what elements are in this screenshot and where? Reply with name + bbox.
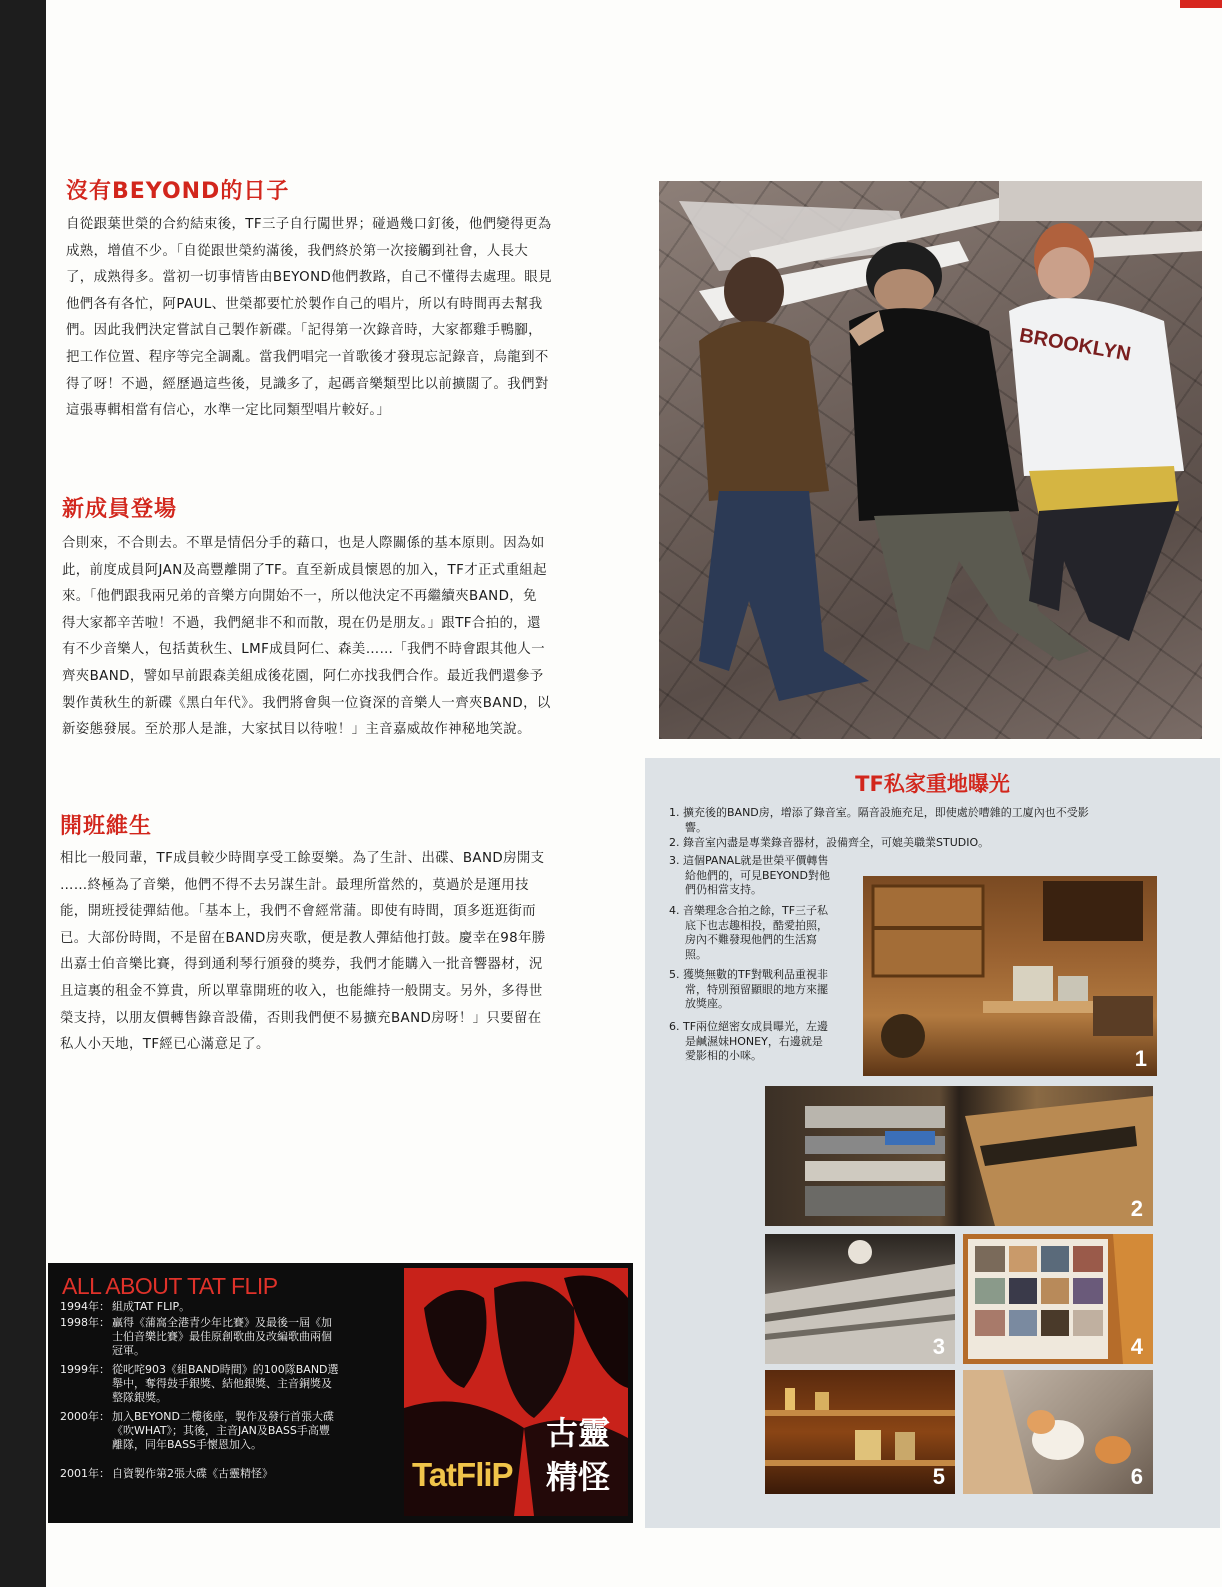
timeline-line: 冠軍。 — [112, 1344, 145, 1358]
band-photo-art — [659, 181, 1202, 739]
photo-cats — [963, 1370, 1153, 1494]
photo-band-room-art — [863, 876, 1157, 1076]
photo-number-1: 1 — [1134, 1046, 1147, 1071]
body-line: 得大家都辛苦啦！不過，我們絕非不和而散，現在仍是朋友。」跟TF合拍的，還 — [62, 615, 541, 631]
caption-line: 房內不難發現他們的生活寫 — [685, 933, 817, 946]
timeline-year: 2001年： — [60, 1467, 110, 1480]
body-line: 已。大部份時間，不是留在BAND房夾歌，便是教人彈結他打鼓。慶幸在98年勝 — [60, 930, 546, 946]
photo-mixing-panel-art — [765, 1234, 955, 1364]
sidebar-panel — [645, 758, 1220, 1528]
caption-line: 常，特別預留顯眼的地方來擺 — [685, 982, 828, 996]
caption-line: 1. 擴充後的BAND房，增添了錄音室。隔音設施充足，即使處於嘈雜的工廈內也不受影 — [669, 806, 1089, 819]
timeline-line: 《吹WHAT》；其後，主音JAN及BASS手高豐 — [112, 1424, 330, 1438]
timeline-text — [112, 1300, 374, 1314]
logo-english: TatFliP — [412, 1456, 513, 1493]
timeline-text — [112, 1467, 374, 1481]
timeline-line: 贏得《蒲窩全港青少年比賽》及最後一屆《加 — [112, 1316, 332, 1329]
section-body-no-beyond — [66, 212, 646, 425]
body-line: 得了呀！不過，經歷過這些後，見識多了，起碼音樂類型比以前擴闊了。我們對 — [66, 376, 549, 392]
timeline-year: 2000年： — [60, 1410, 110, 1423]
photo-mixing-panel — [765, 1234, 955, 1364]
photo-wall-photos — [963, 1234, 1153, 1364]
timeline-text — [112, 1363, 374, 1406]
caption-line: 6. TF兩位絕密女成員曝光，左邊 — [669, 1020, 829, 1033]
body-line: 來。「他們跟我兩兄弟的音樂方向開始不一，所以他決定不再繼續夾BAND，免 — [62, 589, 537, 605]
timeline-line: 整隊銀獎。 — [112, 1391, 167, 1405]
caption-line: 放獎座。 — [685, 997, 729, 1010]
body-line: 出嘉士伯音樂比賽，得到通利琴行頒發的獎券，我們才能購入一批音響器材，況 — [60, 957, 543, 973]
caption-line: 底下也志趣相投，酷愛拍照， — [685, 918, 828, 932]
body-line: 此，前度成員阿JAN及高豐離開了TF。直至新成員懷恩的加入，TF才正式重組起 — [62, 562, 547, 578]
photo-wall-photos-art — [963, 1234, 1153, 1364]
caption-line: 5. 獲獎無數的TF對戰利品重視非 — [669, 968, 829, 981]
body-line: 能，開班授徒彈結他。「基本上，我們不會經常蒲。即使有時間，頂多逛逛街而 — [60, 904, 536, 920]
body-line: 們。因此我們決定嘗試自己製作新碟。「記得第一次錄音時，大家都雞手鴨腳， — [66, 323, 542, 339]
page-edge — [0, 0, 46, 1587]
timeline-year: 1994年： — [60, 1300, 110, 1313]
photo-cats-art — [963, 1370, 1153, 1494]
body-line: 他們各有各忙，阿PAUL、世榮都要忙於製作自己的唱片，所以有時間再去幫我 — [66, 296, 543, 312]
photo-band-room — [863, 876, 1157, 1076]
section-heading-new-member: 新成員登場 — [62, 497, 178, 522]
section-body-new-member — [62, 531, 640, 744]
caption-line: 愛影相的小咪。 — [685, 1049, 762, 1062]
sidebar-caption-1 — [669, 806, 1169, 835]
timeline-line: 從叱咤903《組BAND時間》的100隊BAND選 — [112, 1363, 339, 1376]
body-line: 了，成熟得多。當初一切事情皆由BEYOND他們教路，自己不懂得去處理。眼見 — [66, 270, 552, 286]
timeline-line: 加入BEYOND二樓後座，製作及發行首張大碟 — [112, 1410, 334, 1423]
timeline-text — [112, 1316, 374, 1359]
sidebar-caption-6 — [669, 1020, 864, 1064]
logo-chinese-bottom: 精怪 — [545, 1458, 610, 1496]
body-line: 相比一般同輩，TF成員較少時間享受工餘耍樂。為了生計、出碟、BAND房開支 — [60, 851, 545, 866]
timeline-line: 舉中，奪得鼓手銀獎、結他銀獎、主音銅獎及 — [112, 1377, 332, 1391]
sidebar-caption-4 — [669, 904, 864, 962]
photo-number-5: 5 — [932, 1464, 945, 1489]
body-line: 私人小天地，TF經已心滿意足了。 — [60, 1037, 270, 1053]
section-heading-teaching: 開班維生 — [60, 814, 153, 839]
body-line: 這張專輯相當有信心，水準一定比同類型唱片較好。」 — [66, 403, 391, 419]
album-poster — [404, 1268, 628, 1516]
timeline-year: 1998年： — [60, 1316, 110, 1329]
caption-line: 照。 — [685, 947, 707, 961]
caption-line: 響。 — [685, 820, 707, 834]
photo-trophies-art — [765, 1370, 955, 1494]
timeline-line: 自資製作第2張大碟《古靈精怪》 — [112, 1467, 273, 1480]
photo-number-6: 6 — [1130, 1464, 1143, 1489]
caption-line: 4. 音樂理念合拍之餘，TF三子私 — [669, 904, 829, 917]
caption-line: 3. 這個PANAL就是世榮平價轉售 — [669, 854, 829, 867]
body-line: 自從跟葉世榮的合約結束後，TF三子自行闖世界；碰過幾口釘後，他們變得更為 — [66, 217, 552, 232]
caption-line: 是鹹濕妹HONEY，右邊就是 — [685, 1034, 823, 1048]
body-line: 把工作位置、程序等完全調亂。當我們唱完一首歌後才發現忘記錄音，烏龍到不 — [66, 349, 549, 365]
photo-recording-gear — [765, 1086, 1153, 1226]
sidebar-caption-5 — [669, 968, 864, 1012]
body-line: 新姿態發展。至於那人是誰，大家拭目以待啦！」主音嘉威故作神秘地笑說。 — [62, 722, 531, 738]
sidebar-title: TF私家重地曝光 — [855, 772, 1010, 796]
timeline-line: 士伯音樂比賽》最佳原創歌曲及改編歌曲兩個 — [112, 1330, 332, 1344]
caption-line: 2. 錄音室內盡是專業錄音器材，設備齊全，可媲美職業STUDIO。 — [669, 836, 990, 849]
timeline-line: 離隊，同年BASS手懷恩加入。 — [112, 1438, 263, 1452]
sweatshirt-text: BROOKLYN — [1017, 324, 1133, 366]
body-line: 製作黃秋生的新碟《黑白年代》。我們將會與一位資深的音樂人一齊夾BAND，以 — [62, 695, 551, 711]
caption-line: 們仍相當支持。 — [685, 883, 762, 896]
logo-chinese-top: 古靈 — [545, 1414, 610, 1452]
band-photo — [659, 181, 1202, 739]
about-title: ALL ABOUT TAT FLIP — [62, 1273, 278, 1299]
page-edge-accent — [1180, 0, 1222, 8]
section-heading-no-beyond: 沒有BEYOND的日子 — [66, 179, 290, 204]
section-body-teaching — [60, 846, 635, 1059]
photo-number-2: 2 — [1130, 1196, 1143, 1221]
photo-recording-gear-art — [765, 1086, 1153, 1226]
timeline-text — [112, 1410, 374, 1453]
timeline-line: 組成TAT FLIP。 — [112, 1300, 191, 1313]
timeline-year: 1999年： — [60, 1363, 110, 1376]
sidebar-caption-2 — [669, 836, 1169, 851]
body-line: ……終極為了音樂，他們不得不去另謀生計。最理所當然的，莫過於是運用技 — [60, 877, 529, 893]
body-line: 齊夾BAND，譬如早前跟森美組成後花園，阿仁亦找我們合作。最近我們還參予 — [62, 668, 544, 684]
body-line: 合則來，不合則去。不單是情侶分手的藉口，也是人際關係的基本原則。因為如 — [62, 536, 545, 551]
caption-line: 給他們的，可見BEYOND對他 — [685, 868, 830, 882]
body-line: 成熟，增值不少。「自從跟世榮約滿後，我們終於第一次接觸到社會，人長大 — [66, 243, 529, 259]
body-line: 且這裏的租金不算貴，所以單靠開班的收入，也能維持一般開支。另外，多得世 — [60, 983, 543, 999]
about-tat-flip-box — [48, 1263, 633, 1523]
body-line: 有不少音樂人，包括黃秋生、LMF成員阿仁、森美……「我們不時會跟其他人一 — [62, 642, 546, 658]
body-line: 榮支持，以朋友價轉售錄音設備，否則我們便不易擴充BAND房呀！」只要留在 — [60, 1010, 542, 1026]
sidebar-caption-3 — [669, 854, 864, 898]
photo-number-3: 3 — [932, 1334, 945, 1359]
photo-number-4: 4 — [1130, 1334, 1143, 1359]
photo-trophies — [765, 1370, 955, 1494]
